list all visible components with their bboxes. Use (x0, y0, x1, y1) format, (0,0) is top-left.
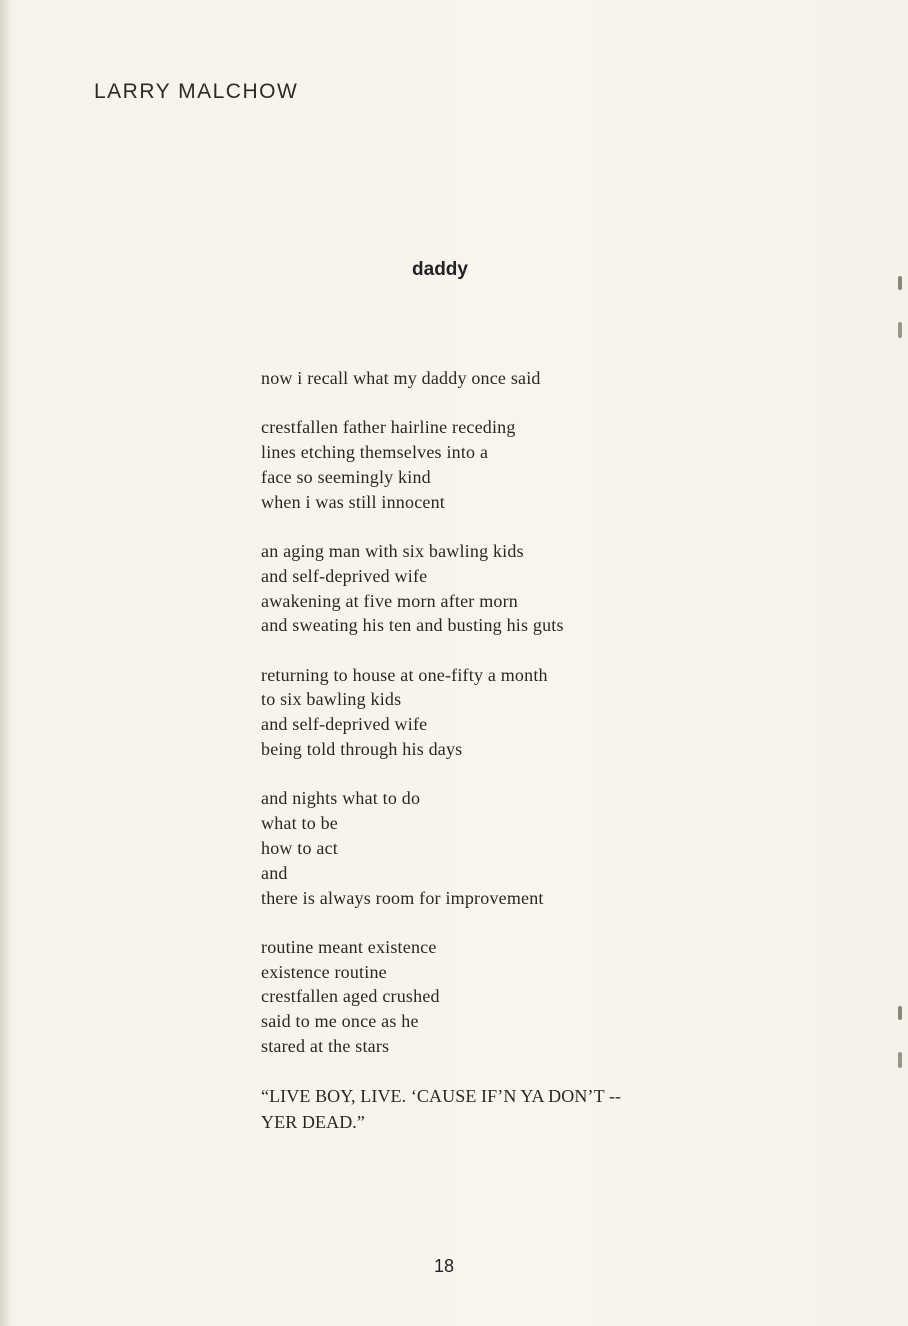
poem-line: and self-deprived wife (261, 714, 428, 735)
poem-line: and nights what to do (261, 788, 421, 809)
poem-line: and (261, 862, 288, 883)
stanza-7 (261, 1083, 721, 1135)
binding-staple (898, 1006, 902, 1020)
binding-staple (898, 322, 902, 338)
poem-line: when i was still innocent (261, 491, 445, 512)
binding-staple (898, 1052, 902, 1068)
poem-line: to six bawling kids (261, 689, 402, 710)
poem-line: what to be (261, 813, 338, 834)
poem-line: crestfallen father hairline receding (261, 417, 516, 438)
poem-line: there is always room for improvement (261, 887, 544, 908)
author-name: LARRY MALCHOW (94, 80, 299, 103)
page-number: 18 (433, 1256, 455, 1276)
stanza-1 (261, 366, 721, 391)
stanza-5 (261, 786, 721, 910)
poem-line: an aging man with six bawling kids (261, 540, 524, 561)
poem-line: lines etching themselves into a (261, 442, 489, 463)
binding-staple (898, 276, 902, 290)
poem-line: and sweating his ten and busting his guts (261, 615, 564, 636)
poem-line: how to act (261, 837, 338, 858)
poem-line: being told through his days (261, 739, 463, 760)
stanza-4 (261, 663, 721, 762)
poem-line: stared at the stars (261, 1036, 390, 1057)
stanza-3 (261, 539, 721, 638)
poem-line: said to me once as he (261, 1011, 419, 1032)
poem-title: daddy (412, 259, 468, 280)
stanza-6 (261, 935, 721, 1059)
poem-line: existence routine (261, 961, 387, 982)
spine-shadow (0, 0, 10, 1326)
stanza-2 (261, 415, 721, 514)
poem-line: and self-deprived wife (261, 565, 428, 586)
poem-line: returning to house at one-fifty a month (261, 664, 548, 685)
poem-line: awakening at five morn after morn (261, 590, 519, 611)
poem-line: routine meant existence (261, 936, 437, 957)
poem-line: face so seemingly kind (261, 466, 431, 487)
poem-line: YER DEAD.” (261, 1112, 365, 1133)
poem-line: now i recall what my daddy once said (261, 368, 541, 388)
poem-body (261, 366, 721, 1160)
poem-line: “LIVE BOY, LIVE. ‘CAUSE IF’N YA DON’T -- (261, 1086, 622, 1107)
poem-line: crestfallen aged crushed (261, 986, 440, 1007)
